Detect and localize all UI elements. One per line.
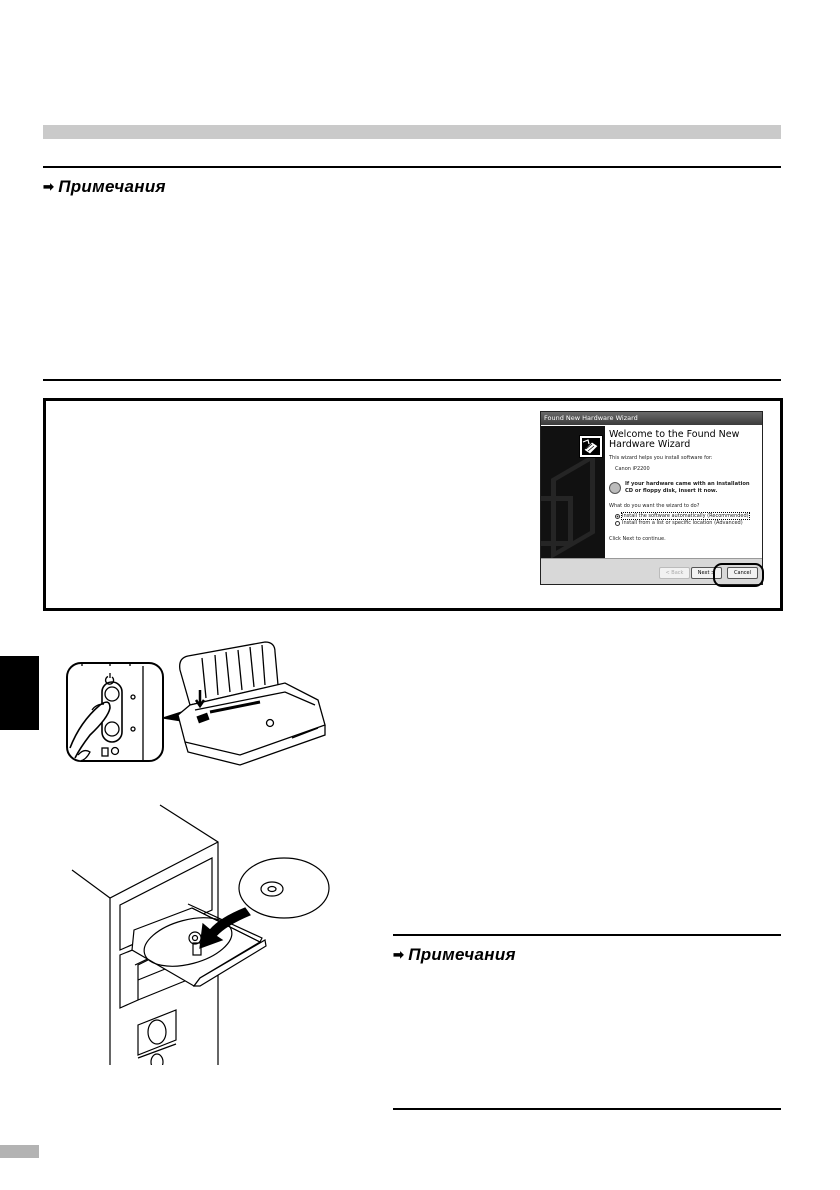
notes-top-rule <box>43 166 781 168</box>
wizard-side-panel <box>541 426 605 558</box>
cd-insertion-illustration <box>60 800 340 1065</box>
wizard-continue-hint: Click Next to continue. <box>609 535 666 542</box>
notes-heading-label: Примечания <box>408 945 516 964</box>
notes-heading-bottom <box>393 945 516 965</box>
arrow-right-icon: ➡ <box>393 947 405 962</box>
wizard-device-name: Canon iP2200 <box>615 466 650 473</box>
cancel-button[interactable]: Cancel <box>727 567 758 579</box>
radio-selected-icon[interactable] <box>615 514 620 519</box>
wizard-cd-prompt: If your hardware came with an installation CD or floppy disk, insert it now. <box>609 481 759 495</box>
notes-heading-top <box>43 177 166 197</box>
wizard-heading: Welcome to the Found New Hardware Wizard <box>609 429 740 451</box>
radio-install-automatically[interactable]: Install the software automatically (Recommended) <box>615 513 759 520</box>
wizard-title-bar: Found New Hardware Wizard <box>541 412 762 425</box>
wizard-question: What do you want the wizard to do? <box>609 503 700 510</box>
notes-bottom-rule <box>43 379 781 381</box>
cancel-highlight-circle <box>713 563 764 587</box>
next-button[interactable]: Next > <box>691 567 722 579</box>
page-number-tab <box>0 1145 39 1158</box>
hardware-wizard-icon <box>579 435 603 458</box>
back-button[interactable]: < Back <box>659 567 690 579</box>
found-new-hardware-wizard-dialog <box>540 411 763 585</box>
radio-unselected-icon[interactable] <box>615 521 620 526</box>
chapter-side-tab <box>0 656 39 730</box>
printer-power-illustration <box>60 630 340 770</box>
notes2-bottom-rule <box>393 1108 781 1110</box>
notes2-top-rule <box>393 934 781 936</box>
arrow-right-icon: ➡ <box>43 179 55 194</box>
section-header-bar <box>43 125 781 139</box>
wizard-intro: This wizard helps you install software for: <box>609 454 713 461</box>
radio-install-from-list[interactable]: Install from a list or specific location (Advanced) <box>615 520 759 527</box>
notes-heading-label: Примечания <box>58 177 166 196</box>
cd-icon <box>609 482 621 494</box>
